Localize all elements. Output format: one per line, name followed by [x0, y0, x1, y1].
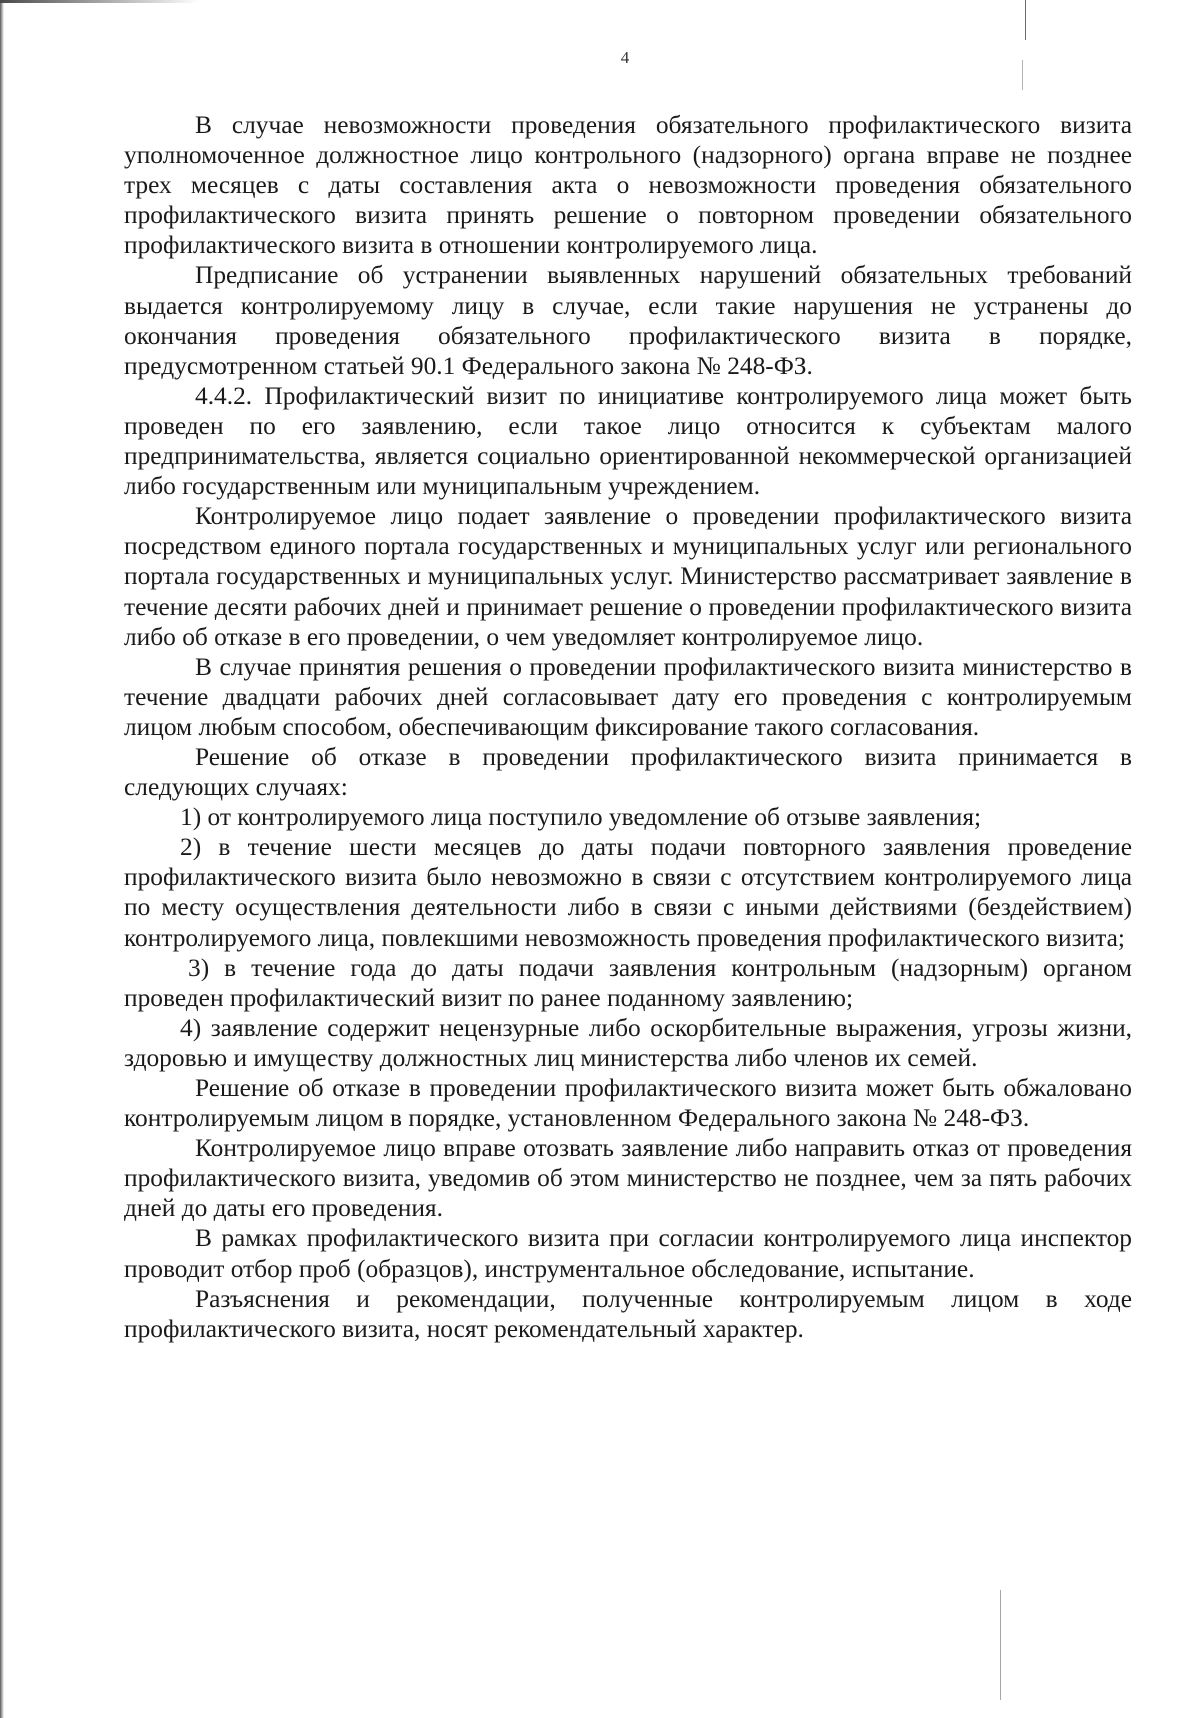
- scan-edge-top: [0, 0, 200, 3]
- paragraph: Решение об отказе в проведении профилактического визита может быть обжаловано контролируемым лицом в порядке, установленном Федерального закона № 248-ФЗ.: [124, 1074, 1132, 1133]
- paragraph: Разъяснения и рекомендации, полученные контролируемым лицом в ходе профилактического визита, носят рекомендательный характер.: [124, 1284, 1132, 1343]
- document-body: [124, 110, 1132, 1344]
- list-item: 2) в течение шести месяцев до даты подачи повторного заявления проведение профилактического визита было невозможно в связи с отсутствием контролируемого лица по месту осуществления деятельности либо в связи с иными действиями (бездействием) контролируемого лица, повлекшими невозможность проведения профилактического визита;: [124, 833, 1132, 952]
- paragraph: 4.4.2. Профилактический визит по инициативе контролируемого лица может быть проведен по его заявлению, если такое лицо относится к субъектам малого предпринимательства, является социально ориентированной некоммерческой организацией либо государственным или муниципальным учреждением.: [124, 381, 1132, 501]
- page-number: 4: [620, 48, 630, 67]
- paragraph: Решение об отказе в проведении профилактического визита принимается в следующих случаях:: [124, 742, 1132, 802]
- paragraph: В случае принятия решения о проведении профилактического визита министерство в течение двадцати рабочих дней согласовывает дату его проведения с контролируемым лицом любым способом, обеспечивающим фиксирование такого согласования.: [124, 652, 1132, 741]
- paragraph: Контролируемое лицо вправе отозвать заявление либо направить отказ от проведения профилактического визита, уведомив об этом министерство не позднее, чем за пять рабочих дней до даты его проведения.: [124, 1134, 1132, 1223]
- list-item: 1) от контролируемого лица поступило уведомление об отзыве заявления;: [180, 803, 982, 832]
- scan-mark-right: [1000, 1590, 1001, 1700]
- list-item: 3) в течение года до даты подачи заявления контрольным (надзорным) органом проведен профилактический визит по ранее поданному заявлению;: [124, 953, 1132, 1012]
- paragraph: В случае невозможности проведения обязательного профилактического визита уполномоченное должностное лицо контрольного (надзорного) органа вправе не позднее трех месяцев с даты составления акта о невозможности проведения обязательного профилактического визита принять решение о повторном проведении обязательного профилактического визита в отношении контролируемого лица.: [124, 111, 1132, 260]
- scan-edge-left: [0, 0, 4, 1718]
- scan-mark-right: [1025, 0, 1026, 40]
- paragraph: Контролируемое лицо подает заявление о проведении профилактического визита посредством единого портала государственных и муниципальных услуг или регионального портала государственных и муниципальных услуг. Министерство рассматривает заявление в течение десяти рабочих дней и принимает решение о проведении профилактического визита либо об отказе в его проведении, о чем уведомляет контролируемое лицо.: [124, 502, 1132, 651]
- paragraph: В рамках профилактического визита при согласии контролируемого лица инспектор проводит отбор проб (образцов), инструментальное обследование, испытание.: [124, 1224, 1132, 1283]
- list-item: 4) заявление содержит нецензурные либо оскорбительные выражения, угрозы жизни, здоровью и имуществу должностных лиц министерства либо членов их семей.: [124, 1013, 1132, 1072]
- paragraph: Предписание об устранении выявленных нарушений обязательных требований выдается контролируемому лицу в случае, если такие нарушения не устранены до окончания проведения обязательного профилактического визита в порядке, предусмотренном статьей 90.1 Федерального закона № 248-ФЗ.: [124, 261, 1132, 380]
